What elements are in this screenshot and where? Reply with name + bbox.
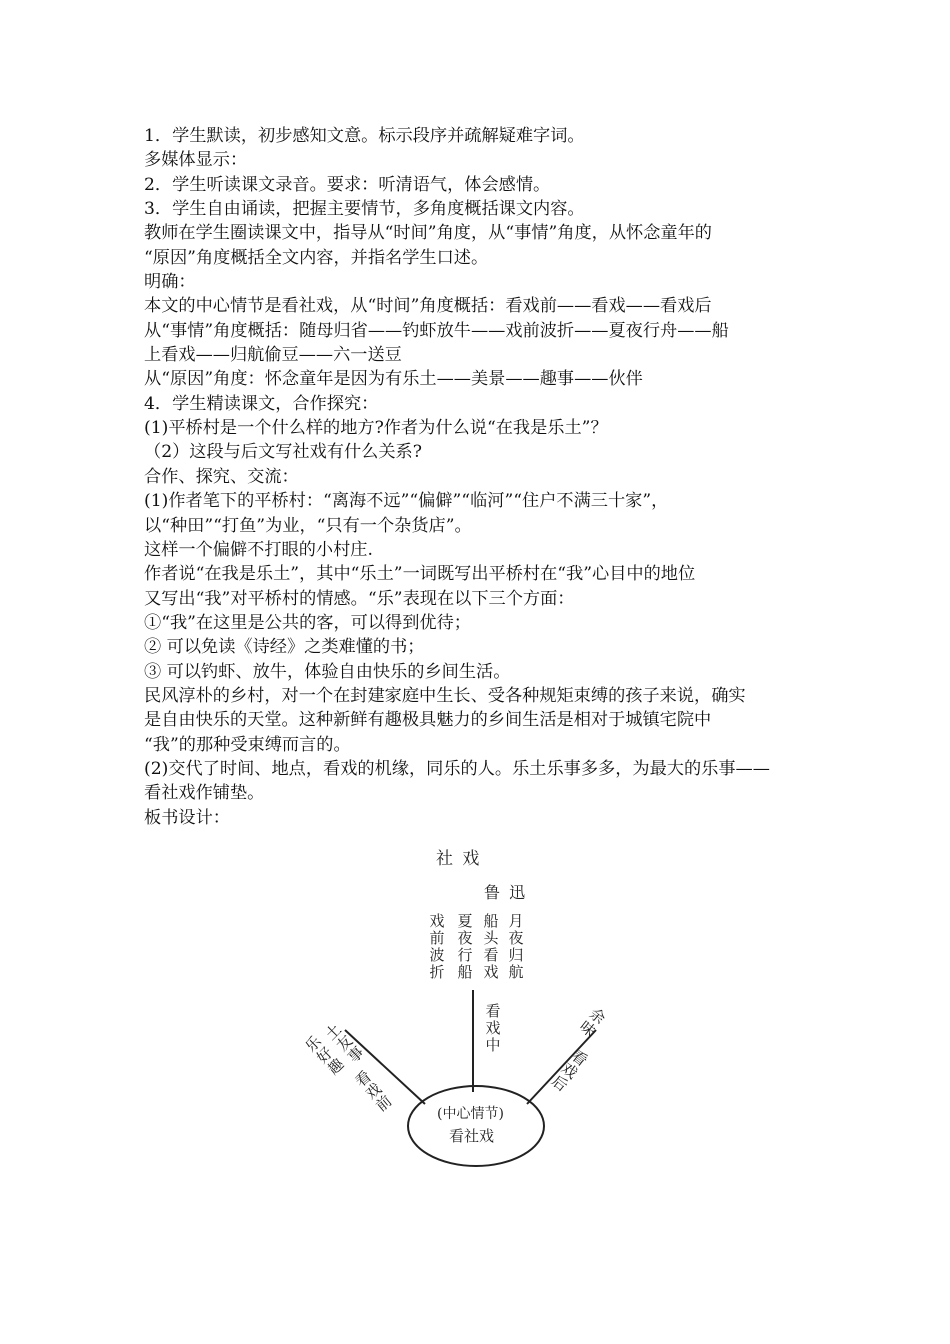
left-before-label: 看 戏 前 xyxy=(351,1067,396,1116)
text-line: 多媒体显示： xyxy=(144,150,248,171)
right-after-label: 看 戏 后 xyxy=(548,1046,591,1096)
text-line: 板书设计： xyxy=(144,807,230,828)
center-ellipse xyxy=(408,1086,544,1166)
column-3: 船 头 看 戏 xyxy=(483,912,499,981)
text-line: “原因”角度概括全文内容，并指名学生口述。 xyxy=(144,247,489,268)
center-top-label: (中心情节) xyxy=(437,1106,504,1122)
text-line: ② 可以免读《诗经》之类难懂的书； xyxy=(144,637,425,658)
text-line: ①“我”在这里是公共的客，可以得到优待； xyxy=(144,612,471,633)
text-line: 上看戏——归航偷豆——六一送豆 xyxy=(144,345,402,366)
text-line: 民风淳朴的乡村，对一个在封建家庭中生长、受各种规矩束缚的孩子来说，确实 xyxy=(144,685,746,706)
text-line: (2)交代了时间、地点，看戏的机缘，同乐的人。乐土乐事多多，为最大的乐事—— xyxy=(144,758,770,779)
board-title: 社 戏 xyxy=(436,849,482,869)
text-line: ③ 可以钓虾、放牛，体验自由快乐的乡间生活。 xyxy=(144,661,511,682)
column-1: 戏 前 波 折 xyxy=(429,912,445,981)
middle-label: 看 戏 中 xyxy=(485,1002,501,1054)
center-bottom-label: 看社戏 xyxy=(449,1127,495,1145)
text-line: 又写出“我”对平桥村的情感。“乐”表现在以下三个方面： xyxy=(144,588,575,609)
left-items-2: 土 友 事 xyxy=(321,1020,368,1067)
left-items-1: 乐 好 趣 xyxy=(301,1032,348,1079)
text-line: 4．学生精读课文，合作探究： xyxy=(144,393,379,414)
text-line: 1．学生默读，初步感知文意。标示段序并疏解疑难字词。 xyxy=(144,126,585,146)
text-line: 从“原因”角度：怀念童年是因为有乐土——美景——趣事——伙伴 xyxy=(144,369,643,390)
column-4: 月 夜 归 航 xyxy=(508,912,524,981)
text-line: 是自由快乐的天堂。这种新鲜有趣极具魅力的乡间生活是相对于城镇宅院中 xyxy=(144,710,712,731)
text-line: (1)平桥村是一个什么样的地方?作者为什么说“在我是乐土”？ xyxy=(144,418,608,439)
text-line: （2）这段与后文写社戏有什么关系? xyxy=(144,442,422,463)
text-line: 以“种田”“打鱼”为业，“只有一个杂货店”。 xyxy=(144,515,472,536)
text-line: “我”的那种受束缚而言的。 xyxy=(144,734,351,755)
text-line: (1)作者笔下的平桥村：“离海不远”“偏僻”“临河”“住户不满三十家”， xyxy=(144,491,669,512)
text-line: 本文的中心情节是看社戏，从“时间”角度概括：看戏前——看戏——看戏后 xyxy=(144,296,712,317)
text-line: 3．学生自由诵读，把握主要情节，多角度概括课文内容。 xyxy=(144,199,585,220)
text-line: 从“事情”角度概括：随母归省——钓虾放牛——戏前波折——夏夜行舟——船 xyxy=(144,320,729,341)
text-line: 这样一个偏僻不打眼的小村庄. xyxy=(144,539,373,560)
right-item: 余 味 xyxy=(576,1004,609,1041)
text-line: 看社戏作铺垫。 xyxy=(144,783,265,804)
column-2: 夏 夜 行 船 xyxy=(457,912,473,981)
board-author: 鲁 迅 xyxy=(484,883,528,902)
text-line: 教师在学生圈读课文中，指导从“时间”角度，从“事情”角度，从怀念童年的 xyxy=(144,223,712,244)
text-line: 合作、探究、交流： xyxy=(144,466,299,487)
text-line: 明确： xyxy=(144,272,196,293)
text-line: 作者说“在我是乐土”，其中“乐土”一词既写出平桥村在“我”心目中的地位 xyxy=(144,564,696,585)
text-line: 2．学生听读课文录音。要求：听清语气，体会感情。 xyxy=(144,174,551,195)
